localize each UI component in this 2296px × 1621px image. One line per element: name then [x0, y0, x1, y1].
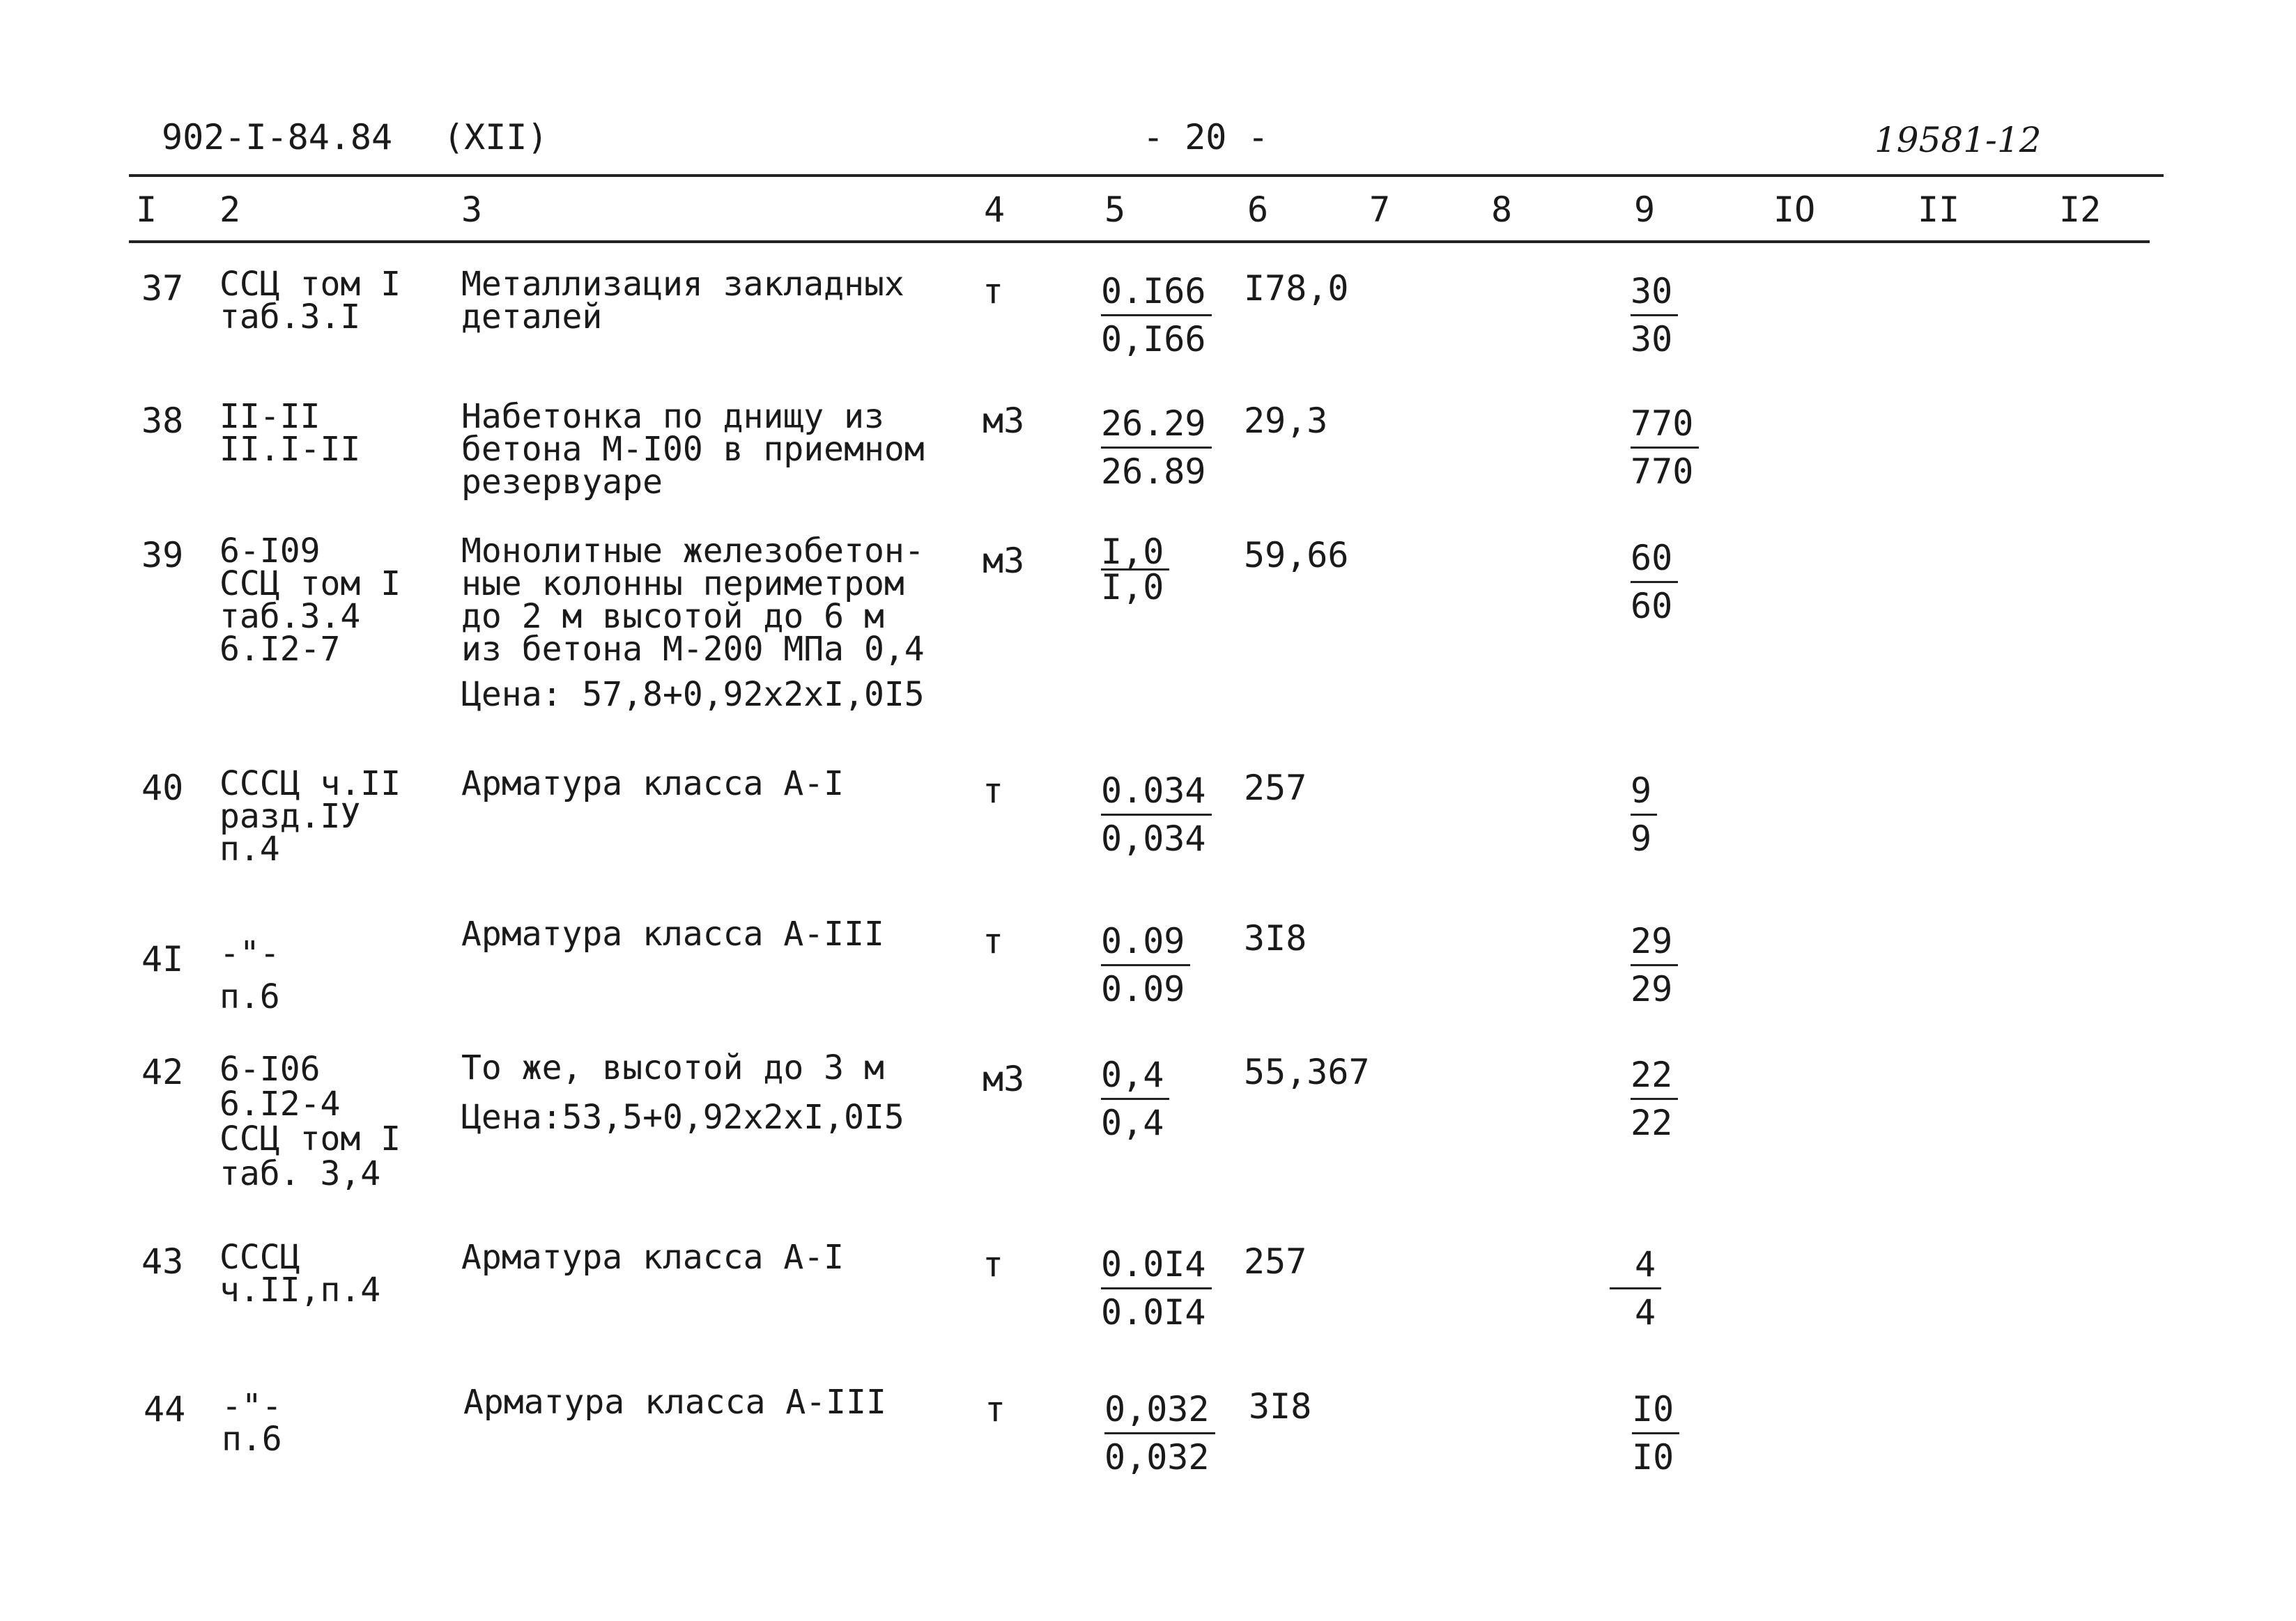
row-unit-price: 55,367 [1244, 1052, 1370, 1092]
row-cost: $\frac{I0}{I0}$ [1632, 1386, 1679, 1480]
price-formula: Цена:53,5+0,92x2xI,0I5 [461, 1098, 904, 1137]
row-reference: -"- п.6 [219, 934, 280, 1016]
row-quantity: $\frac{26.29}{26.89}$ [1101, 401, 1212, 495]
row-quantity: $\frac{0.I66}{0,I66}$ [1101, 268, 1212, 362]
row-cost: $\frac{22}{22}$ [1631, 1052, 1678, 1146]
col-header-4: 4 [984, 189, 1006, 230]
row-reference: СССЦ ч.II,п.4 [219, 1238, 381, 1310]
row-unit-price: 257 [1244, 1241, 1307, 1282]
row-reference: 6-I09 ССЦ том I таб.3.4 6.I2-7 [219, 532, 401, 669]
row-unit-price: 257 [1244, 768, 1307, 808]
row-unit: т [985, 1389, 1006, 1429]
row-number: 44 [144, 1389, 186, 1429]
col-header-1: I [136, 189, 157, 230]
row-unit-price: 3I8 [1249, 1386, 1312, 1427]
row-unit: м3 [983, 1059, 1025, 1099]
price-formula: Цена: 57,8+0,92x2xI,0I5 [461, 675, 925, 714]
col-header-10: IO [1773, 189, 1816, 230]
row-reference: 6-I06 6.I2-4 ССЦ том I таб. 3,4 [219, 1050, 401, 1193]
row-number: 40 [141, 768, 184, 808]
row-quantity: $\frac{0.034}{0,034}$ [1101, 768, 1212, 862]
row-quantity: $\frac{I,0}{I,0}$ [1101, 535, 1169, 604]
row-number: 38 [141, 401, 184, 441]
row-number: 4I [141, 939, 184, 979]
row-unit-price: 59,66 [1244, 535, 1349, 575]
row-quantity: $\frac{0,032}{0,032}$ [1104, 1386, 1215, 1480]
row-cost: $\frac{30}{30}$ [1631, 268, 1678, 362]
row-cost: $\frac{4}{4}$ [1610, 1241, 1661, 1335]
row-description: Металлизация закладных деталей [461, 265, 904, 336]
col-header-2: 2 [219, 189, 241, 230]
page-number: - 20 - [1143, 117, 1269, 157]
row-cost: $\frac{9}{9}$ [1631, 768, 1657, 862]
row-unit-price: 29,3 [1244, 401, 1328, 441]
row-description: Арматура класса А-III [461, 915, 884, 954]
row-quantity: $\frac{0.09}{0.09}$ [1101, 918, 1190, 1012]
row-number: 42 [141, 1052, 184, 1092]
header-top-rule [129, 174, 2164, 177]
row-description: Набетонка по днищу из бетона М-I00 в приемном резервуаре [461, 397, 925, 502]
section-number: (XII) [443, 117, 548, 157]
col-header-12: I2 [2059, 189, 2102, 230]
row-description: Арматура класса А-I [461, 1238, 845, 1277]
row-quantity: $\frac{0.0I4}{0.0I4}$ [1101, 1241, 1212, 1335]
row-reference: -"- п.6 [222, 1387, 282, 1459]
col-header-3: 3 [461, 189, 483, 230]
row-cost: $\frac{29}{29}$ [1631, 918, 1678, 1012]
col-header-9: 9 [1634, 189, 1656, 230]
row-reference: СССЦ ч.II разд.IУ п.4 [219, 764, 401, 869]
row-quantity: $\frac{0,4}{0,4}$ [1101, 1052, 1169, 1146]
sheet-number: 19581-12 [1874, 120, 2042, 160]
col-header-5: 5 [1104, 189, 1126, 230]
row-unit: т [983, 1244, 1004, 1285]
row-reference: II-II II.I-II [219, 397, 361, 469]
col-header-6: 6 [1247, 189, 1269, 230]
row-unit: м3 [983, 541, 1025, 581]
row-cost: $\frac{770}{770}$ [1631, 401, 1699, 495]
col-header-7: 7 [1369, 189, 1391, 230]
row-number: 43 [141, 1241, 184, 1282]
col-header-11: II [1918, 189, 1960, 230]
document-code: 902-I-84.84 [162, 117, 393, 157]
row-unit: т [983, 271, 1004, 311]
header-bottom-rule [129, 240, 2150, 243]
row-description: Монолитные железобетон- ные колонны периметром до 2 м высотой до 6 м из бетона М-200 МПа 0,4 Цена: 57,8+0,92x2xI,0I5 [461, 532, 925, 714]
row-description: То же, высотой до 3 м Цена:53,5+0,92x2xI,0I5 [461, 1048, 904, 1137]
col-header-8: 8 [1491, 189, 1513, 230]
row-reference: ССЦ том I таб.3.I [219, 265, 401, 336]
row-number: 39 [141, 535, 184, 575]
row-unit: т [983, 770, 1004, 811]
row-description: Арматура класса А-I [461, 764, 845, 803]
row-description: Арматура класса А-III [463, 1383, 886, 1422]
row-unit: м3 [983, 401, 1025, 441]
row-number: 37 [141, 268, 184, 309]
row-unit-price: I78,0 [1244, 268, 1349, 309]
row-cost: $\frac{60}{60}$ [1631, 535, 1678, 629]
row-unit-price: 3I8 [1244, 918, 1307, 959]
row-unit: т [983, 921, 1004, 961]
